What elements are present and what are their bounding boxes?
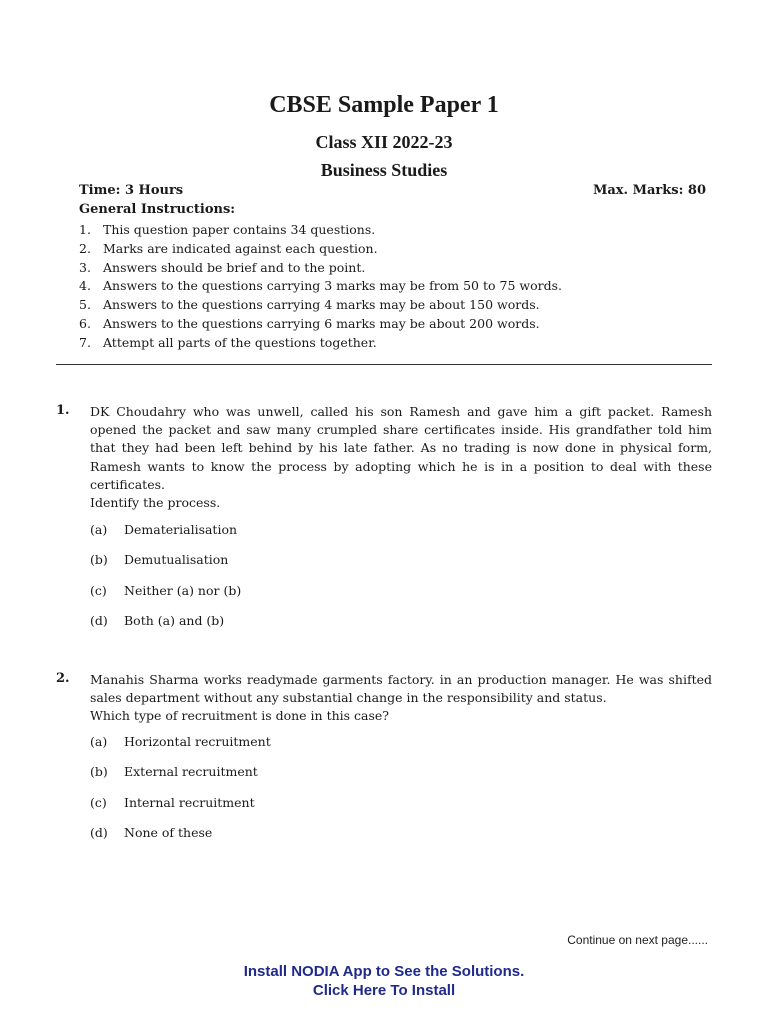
option-item[interactable]: (d) Both (a) and (b) bbox=[90, 612, 225, 628]
question-1-number: 1. bbox=[56, 403, 70, 418]
instructions-heading: General Instructions: bbox=[79, 202, 236, 217]
question-1-prompt: Identify the process. bbox=[90, 495, 221, 511]
option-item[interactable]: (a) Horizontal recruitment bbox=[90, 734, 271, 749]
question-1-text bbox=[90, 403, 712, 512]
option-item[interactable]: (c) Neither (a) nor (b) bbox=[90, 582, 242, 598]
instruction-item: 1. This question paper contains 34 questions. bbox=[79, 222, 376, 237]
instructions-list bbox=[79, 221, 562, 353]
question-2-prompt: Which type of recruitment is done in this case? bbox=[90, 708, 390, 724]
option-item[interactable]: (b) Demutualisation bbox=[90, 552, 229, 568]
instruction-item: 3. Answers should be brief and to the point. bbox=[79, 259, 366, 275]
instruction-item: 6. Answers to the questions carrying 6 marks may be about 200 words. bbox=[79, 315, 540, 331]
section-divider bbox=[56, 364, 712, 365]
question-2-number: 2. bbox=[56, 671, 70, 686]
option-item[interactable]: (b) External recruitment bbox=[90, 764, 258, 780]
max-marks-label: Max. Marks: 80 bbox=[592, 183, 706, 198]
install-app-link[interactable]: Install NODIA App to See the Solutions. bbox=[243, 963, 525, 980]
time-label: Time: 3 Hours bbox=[79, 183, 184, 198]
option-item[interactable]: (d) None of these bbox=[90, 824, 213, 840]
continue-note: Continue on next page...... bbox=[567, 933, 708, 947]
instruction-item: 4. Answers to the questions carrying 3 marks may be from 50 to 75 words. bbox=[79, 278, 562, 294]
instruction-item: 2. Marks are indicated against each question. bbox=[79, 240, 378, 256]
click-to-install-link[interactable]: Click Here To Install bbox=[312, 982, 456, 999]
question-1-options bbox=[90, 521, 241, 642]
instruction-item: 5. Answers to the questions carrying 4 marks may be about 150 words. bbox=[79, 297, 540, 313]
question-2-text bbox=[90, 671, 712, 726]
subject-title: Business Studies bbox=[320, 160, 448, 180]
option-item[interactable]: (c) Internal recruitment bbox=[90, 794, 255, 810]
class-year: Class XII 2022-23 bbox=[315, 132, 453, 152]
question-1-body: DK Choudahry who was unwell, called his son Ramesh and gave him a gift packet. Ramesh opened the packet and saw many crumpled share certificates inside. His grandfather told him that they had been left behind by his late father. As no trading is now done in physical form, Ramesh wants to know the process by adopting which he is in a position to deal with these certificates. bbox=[90, 404, 712, 492]
question-2-body: Manahis Sharma works readymade garments factory. in an production manager. He was shifted sales department without any substantial change in the responsibility and status. bbox=[90, 672, 712, 706]
question-2-options bbox=[90, 733, 271, 854]
instruction-item: 7. Attempt all parts of the questions together. bbox=[79, 334, 377, 350]
paper-title: CBSE Sample Paper 1 bbox=[269, 92, 499, 118]
option-item[interactable]: (a) Dematerialisation bbox=[90, 522, 238, 537]
